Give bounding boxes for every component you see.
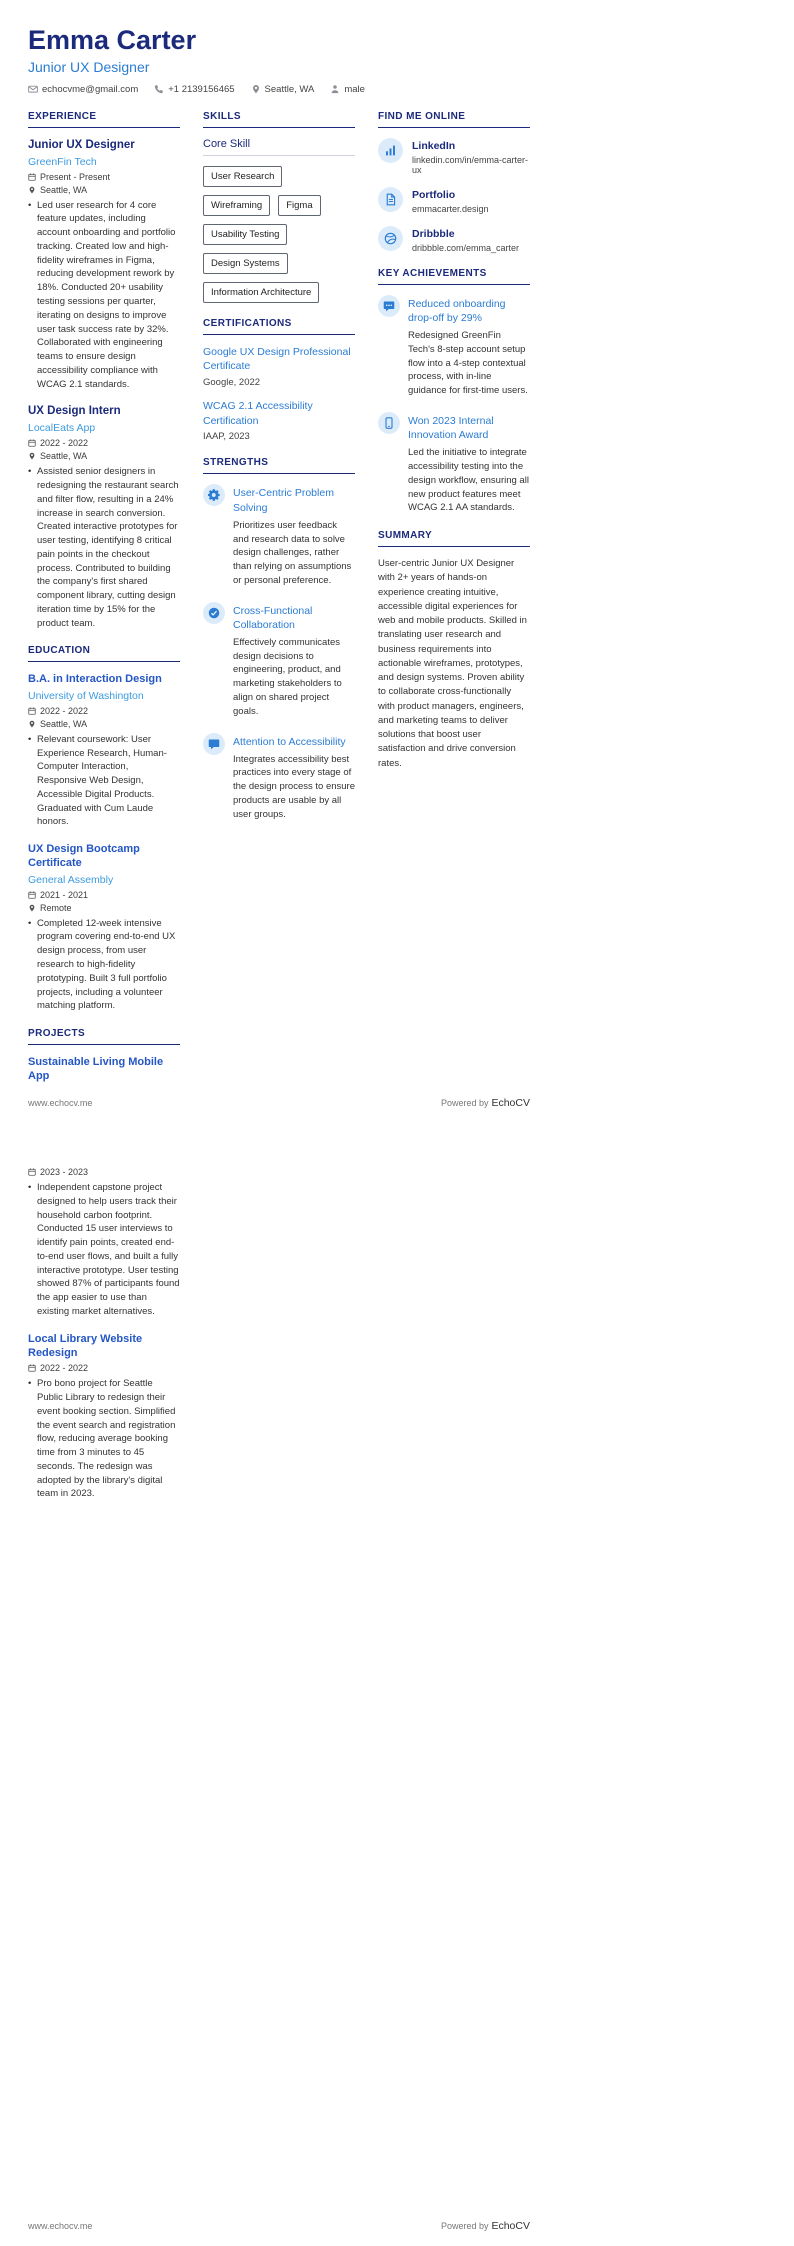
skill-tag: Information Architecture [203, 282, 319, 303]
project-name: Sustainable Living Mobile App [28, 1056, 164, 1083]
online-profile-content [412, 226, 519, 253]
column-right [378, 111, 530, 1099]
education-item [28, 842, 180, 1013]
achievement-item [378, 295, 530, 398]
achievement-description: Redesigned GreenFin Tech's 8-step account setup flow into a 4-step contextual process, with in-line guidance for first-time users. [408, 330, 528, 397]
page-footer [28, 2220, 530, 2232]
job-role: UX Design Intern [28, 405, 121, 418]
check-icon [203, 602, 225, 624]
footer-powered-by-text: Powered by [440, 2221, 489, 2231]
project-name: Local Library Website Redesign [28, 1332, 143, 1359]
experience-heading: EXPERIENCE [28, 111, 180, 128]
company-name: LocalEats App [28, 422, 96, 435]
job-role: Junior UX Designer [28, 138, 135, 151]
section-projects [28, 1028, 180, 1084]
dates-text: 2022 - 2022 [40, 1363, 89, 1374]
project-item-continued [28, 1167, 180, 1319]
projects-heading: PROJECTS [28, 1028, 180, 1045]
page-footer [28, 1097, 530, 1109]
phone-icon [154, 84, 164, 94]
portfolio-icon [378, 187, 403, 212]
contact-gender-text: male [344, 83, 365, 95]
dates-meta [28, 172, 180, 182]
project-item [28, 1332, 180, 1501]
section-summary [378, 530, 530, 771]
degree-name: UX Design Bootcamp Certificate [28, 843, 140, 870]
calendar-icon [28, 707, 36, 715]
achievement-title: Won 2023 Internal Innovation Award [408, 414, 494, 442]
location-icon [28, 452, 36, 460]
certification-issuer: Google, 2022 [203, 377, 261, 389]
education-heading: EDUCATION [28, 645, 180, 662]
project-item [28, 1055, 180, 1084]
find-me-online-heading: FIND ME ONLINE [378, 111, 530, 128]
strength-title: User-Centric Problem Solving [233, 487, 334, 514]
section-experience [28, 111, 180, 631]
degree-name: B.A. in Interaction Design [28, 673, 162, 686]
job-description: • Led user research for 4 core feature updates, including account onboarding and portfolio tracking. Created low and high-fidelity wireframes in Figma, reducing development rework by 18%. Conducted 20+ usability testing sessions per quarter, iterating on designs to improve user task success rate by 32%. Collaborated with engineering teams to ensure design accessibility compliance with WCAG 2.1 standards. [28, 199, 180, 392]
skill-tag: Usability Testing [203, 224, 287, 245]
school-name: General Assembly [28, 873, 114, 886]
dates-meta [28, 438, 180, 448]
footer-site-url: www.echocv.me [28, 1098, 93, 1108]
footer-brand: EchoCV [491, 2220, 530, 2232]
location-meta [28, 185, 180, 195]
skills-heading: SKILLS [203, 111, 355, 128]
person-icon [330, 84, 340, 94]
dates-text: 2022 - 2022 [40, 705, 89, 716]
email-icon [28, 84, 38, 94]
dates-text: 2021 - 2021 [40, 889, 89, 900]
section-find-me-online [378, 111, 530, 253]
footer-powered-by [441, 1097, 530, 1109]
certifications-heading: CERTIFICATIONS [203, 318, 355, 335]
resume-columns [28, 111, 530, 1099]
strength-description: Integrates accessibility best practices into every stage of the design process to ensure products are usable by all user groups. [233, 753, 355, 820]
certification-issuer: IAAP, 2023 [203, 431, 250, 443]
online-profile-portfolio [378, 187, 530, 214]
footer-site-url: www.echocv.me [28, 2221, 93, 2231]
achievement-item [378, 412, 530, 515]
smartphone-icon [378, 412, 400, 434]
project-description: • Pro bono project for Seattle Public Library to redesign their event booking section. Simplified the event search and registration flow, reducing average booking time from 3 minutes to 45 seconds. The redesign was adopted by the library's digital team in 2023. [28, 1377, 180, 1501]
calendar-icon [28, 891, 36, 899]
feedback-icon [378, 295, 400, 317]
footer-brand: EchoCV [491, 1097, 530, 1109]
contact-location [251, 84, 315, 95]
gear-icon [203, 484, 225, 506]
summary-heading: SUMMARY [378, 530, 530, 547]
online-profile-content [412, 138, 530, 175]
skill-tag: Wireframing [203, 195, 270, 216]
location-meta [28, 903, 180, 913]
contact-phone [154, 84, 234, 95]
project-description: • Independent capstone project designed to help users track their household carbon footprint. Conducted 15 user interviews to identify pain points, created end-to-end user flows, and built a fully interactive prototype. User testing showed 87% of participants found the app easier to use than existing market alternatives. [28, 1181, 180, 1319]
contact-gender [330, 84, 365, 95]
column-left [28, 111, 180, 1099]
skill-tag: Design Systems [203, 253, 288, 274]
linkedin-icon [378, 138, 403, 163]
achievement-content [408, 412, 530, 515]
calendar-icon [28, 439, 36, 447]
strength-description: Prioritizes user feedback and research data to solve design challenges, rather than relying on assumptions or personal preference. [233, 519, 352, 586]
skill-tags [203, 166, 355, 303]
education-description: • Completed 12-week intensive program covering end-to-end UX design process, from user research to high-fidelity prototyping. Built 3 full portfolio projects, including a volunteer matching platform. [28, 917, 180, 1013]
online-label: LinkedIn [412, 139, 456, 152]
certification-name: WCAG 2.1 Accessibility Certification [203, 400, 313, 427]
strength-title: Cross-Functional Collaboration [233, 604, 313, 631]
section-key-achievements [378, 268, 530, 515]
resume-page-2 [0, 1123, 794, 2246]
chat-icon [203, 733, 225, 755]
company-name: GreenFin Tech [28, 155, 97, 168]
skills-group-title: Core Skill [203, 138, 355, 156]
dribbble-icon [378, 226, 403, 251]
column-left [28, 1167, 180, 1501]
location-icon [28, 904, 36, 912]
section-education [28, 645, 180, 1013]
strength-content [233, 733, 355, 822]
online-profile-linkedin [378, 138, 530, 175]
location-icon [28, 720, 36, 728]
certification-item [203, 399, 355, 442]
online-label: Portfolio [412, 188, 456, 201]
location-meta [28, 451, 180, 461]
strength-content [233, 484, 355, 587]
strength-item [203, 733, 355, 822]
online-url: dribbble.com/emma_carter [412, 242, 520, 253]
candidate-title: Junior UX Designer [28, 58, 150, 75]
experience-item [28, 138, 180, 392]
contact-phone-text: +1 2139156465 [168, 83, 235, 95]
online-url: linkedin.com/in/emma-carter-ux [412, 154, 529, 175]
location-text: Remote [40, 902, 72, 913]
job-description: • Assisted senior designers in redesigning the restaurant search and filter flow, resulting in a 24% increase in search conversion. Created interactive prototypes for user testing, identifying 8 critical pain points in the checkout process. Contributed to building the company's first shared component library, cutting design iteration time by 15% for the product team. [28, 465, 180, 630]
strength-title: Attention to Accessibility [233, 735, 346, 748]
strength-item [203, 484, 355, 587]
online-profile-content [412, 187, 489, 214]
skill-tag: Figma [278, 195, 320, 216]
section-skills [203, 111, 355, 303]
contact-row [28, 84, 794, 95]
calendar-icon [28, 173, 36, 181]
experience-item [28, 404, 180, 630]
location-text: Seattle, WA [40, 184, 88, 195]
contact-email [28, 84, 138, 95]
resume-header [28, 26, 794, 95]
footer-powered-by [441, 2220, 530, 2232]
location-icon [28, 186, 36, 194]
education-description: • Relevant coursework: User Experience Research, Human-Computer Interaction, Responsive Web Design, Accessible Digital Products. Graduated with Cum Laude honors. [28, 733, 180, 829]
school-name: University of Washington [28, 689, 144, 702]
strengths-heading: STRENGTHS [203, 457, 355, 474]
summary-text: User-centric Junior UX Designer with 2+ years of hands-on experience creating intuitive, accessible digital experiences for web and mobile products. Skilled in translating user research and business requirements into actionable wireframes, prototypes, and design systems. Proven ability to collaborate cross-functionally with product managers, engineers, and marketing teams to deliver solutions that boost user satisfaction and drive conversion rates. [378, 558, 527, 769]
key-achievements-heading: KEY ACHIEVEMENTS [378, 268, 530, 285]
location-icon [251, 84, 261, 94]
online-profile-dribbble [378, 226, 530, 253]
dates-text: 2023 - 2023 [40, 1167, 89, 1177]
dates-meta [28, 1167, 180, 1177]
contact-email-text: echocvme@gmail.com [42, 83, 139, 95]
dates-text: 2022 - 2022 [40, 438, 89, 449]
location-text: Seattle, WA [40, 718, 88, 729]
achievement-content [408, 295, 530, 398]
calendar-icon [28, 1168, 36, 1176]
certification-name: Google UX Design Professional Certificate [203, 345, 351, 373]
location-text: Seattle, WA [40, 451, 88, 462]
achievement-title: Reduced onboarding drop-off by 29% [408, 297, 506, 324]
skill-tag: User Research [203, 166, 282, 187]
calendar-icon [28, 1364, 36, 1372]
dates-meta [28, 890, 180, 900]
strength-item [203, 602, 355, 719]
location-meta [28, 719, 180, 729]
dates-text: Present - Present [40, 171, 111, 182]
footer-powered-by-text: Powered by [440, 1098, 489, 1108]
online-label: Dribbble [412, 227, 455, 240]
online-url: emmacarter.design [412, 203, 489, 214]
column-middle [203, 111, 355, 1099]
candidate-name: Emma Carter [28, 25, 197, 55]
section-strengths [203, 457, 355, 821]
strength-content [233, 602, 355, 719]
strength-description: Effectively communicates design decisions to engineering, product, and marketing stakeholders to align on shared project goals. [233, 636, 342, 717]
dates-meta [28, 706, 180, 716]
dates-meta [28, 1363, 180, 1373]
contact-location-text: Seattle, WA [264, 83, 315, 95]
section-certifications [203, 318, 355, 443]
certification-item [203, 345, 355, 388]
education-item [28, 672, 180, 829]
achievement-description: Led the initiative to integrate accessibility testing into the design workflow, ensuring all new product features meet WCAG 2.1 AA standards. [408, 447, 529, 514]
